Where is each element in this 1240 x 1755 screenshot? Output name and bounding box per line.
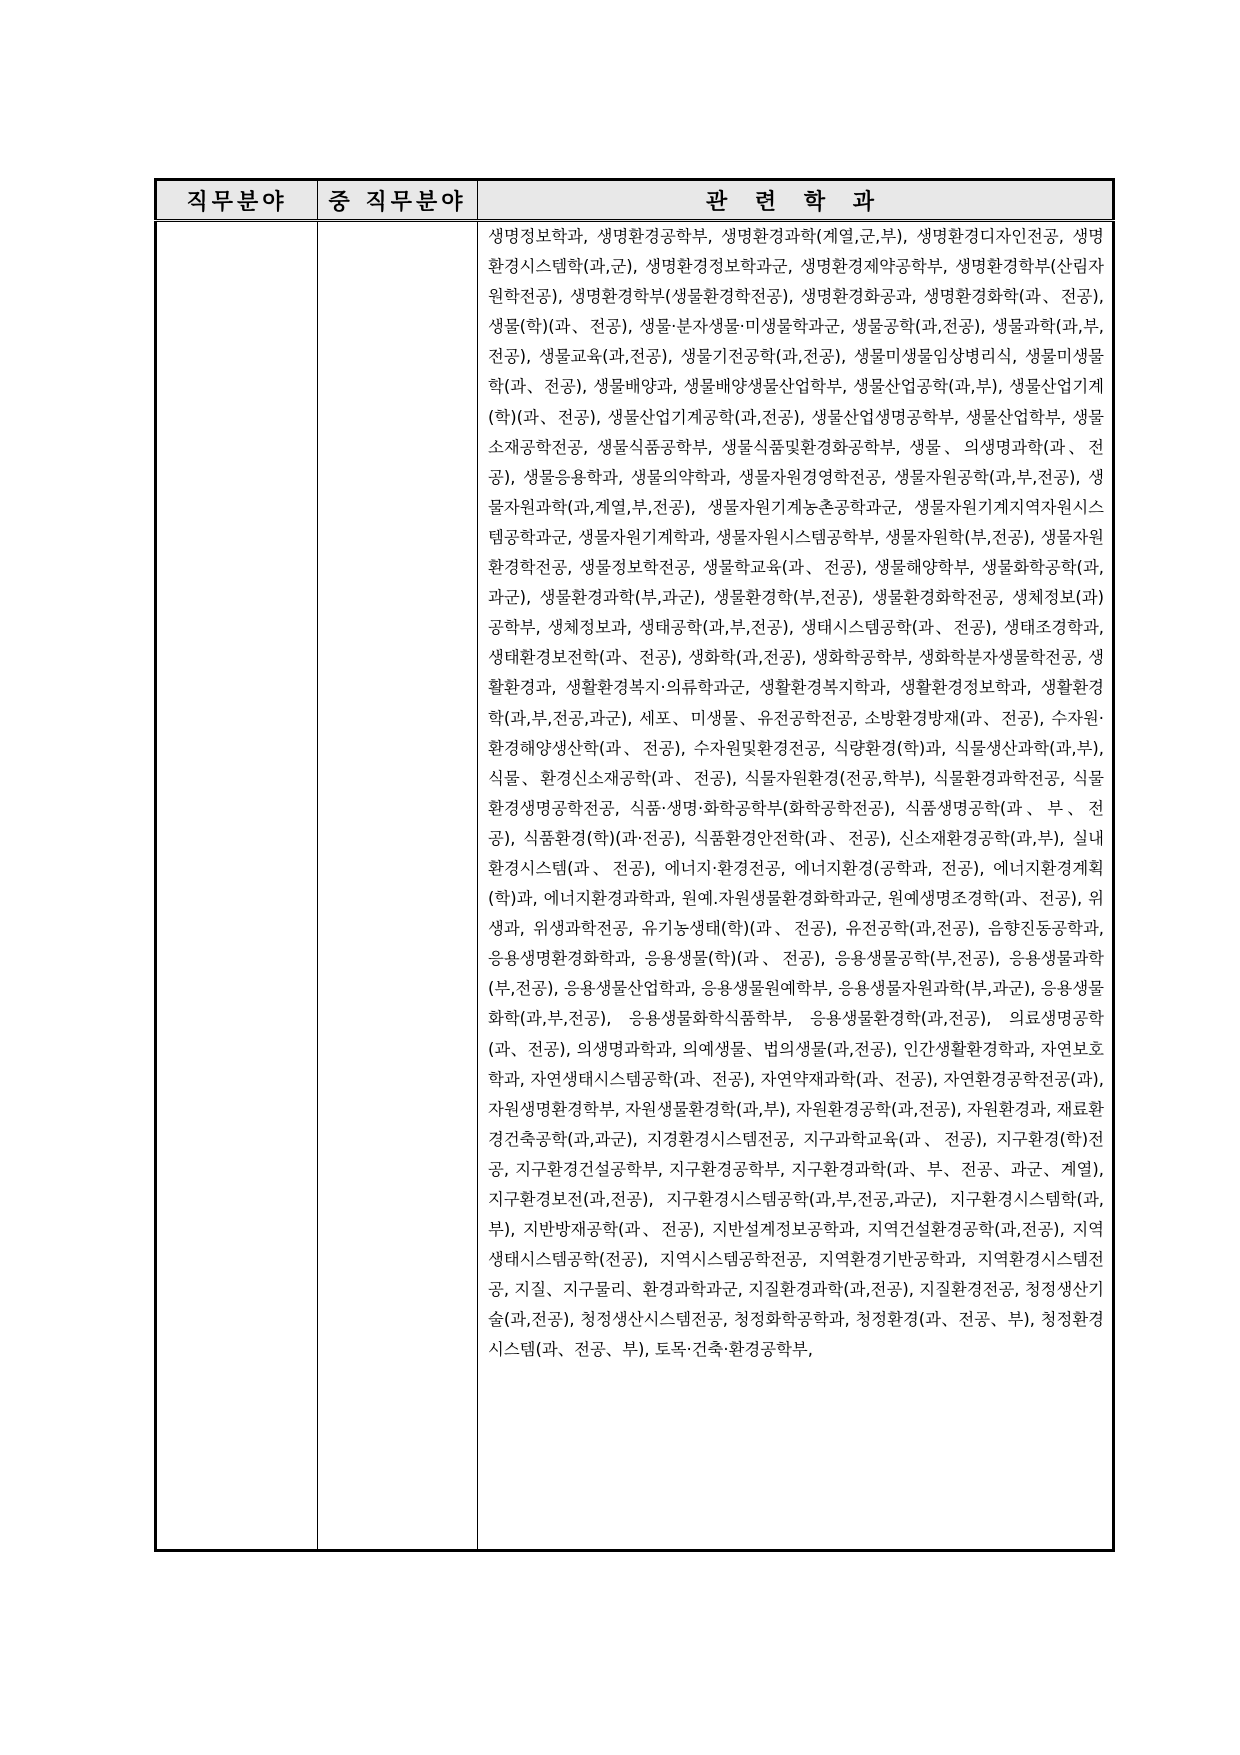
document-page — [154, 178, 1112, 1552]
table-header-row — [156, 180, 1114, 221]
sub-job-field-cell — [318, 221, 478, 1551]
job-field-cell — [156, 221, 318, 1551]
header-job-field: 직무분야 — [156, 180, 318, 221]
header-related-departments: 관 련 학 과 — [478, 180, 1114, 221]
header-sub-job-field: 중 직무분야 — [318, 180, 478, 221]
related-departments-text: 생명정보학과, 생명환경공학부, 생명환경과학(계열,군,부), 생명환경디자인전공, 생명환경시스템학(과,군), 생명환경정보학과군, 생명환경제약공학부, 생명환경학부(산림자원학전공), 생명환경학부(생물환경학전공), 생명환경화공과, 생명환경화학(과、전공), 생물(학)(과、전공), 생물·분자생물·미생물학과군, 생물공학(과,전공), 생물과학(과,부,전공), 생물교육(과,전공), 생물기전공학(과,전공), 생물미생물임상병리식, 생물미생물학(과、전공), 생물배양과, 생물배양생물산업학부, 생물산업공학(과,부), 생물산업기계(학)(과、전공), 생물산업기계공학(과,전공), 생물산업생명공학부, 생물산업학부, 생물소재공학전공, 생물식품공학부, 생물식품및환경화공학부, 생물、의생명과학(과、전공), 생물응용학과, 생물의약학과, 생물자원경영학전공, 생물자원공학(과,부,전공), 생물자원과학(과,계열,부,전공), 생물자원기계농촌공학과군, 생물자원기계지역자원시스템공학과군, 생물자원기계학과, 생물자원시스템공학부, 생물자원학(부,전공), 생물자원환경학전공, 생물정보학전공, 생물학교육(과、전공), 생물해양학부, 생물화학공학(과,과군), 생물환경과학(부,과군), 생물환경학(부,전공), 생물환경화학전공, 생체정보(과)공학부, 생체정보과, 생태공학(과,부,전공), 생태시스템공학(과、전공), 생태조경학과, 생태환경보전학(과、전공), 생화학(과,전공), 생화학공학부, 생화학분자생물학전공, 생활환경과, 생활환경복지·의류학과군, 생활환경복지학과, 생활환경정보학과, 생활환경학(과,부,전공,과군), 세포、미생물、유전공학전공, 소방환경방재(과、전공), 수자원·환경해양생산학(과、전공), 수자원및환경전공, 식량환경(학)과, 식물생산과학(과,부), 식물、환경신소재공학(과、전공), 식물자원환경(전공,학부), 식물환경과학전공, 식물환경생명공학전공, 식품·생명·화학공학부(화학공학전공), 식품생명공학(과、부、전공), 식품환경(학)(과·전공), 식품환경안전학(과、전공), 신소재환경공학(과,부), 실내환경시스템(과、전공), 에너지·환경전공, 에너지환경(공학과, 전공), 에너지환경계획(학)과, 에너지환경과학과, 원예.자원생물환경화학과군, 원예생명조경학(과、전공), 위생과, 위생과학전공, 유기농생태(학)(과、전공), 유전공학(과,전공), 음향진동공학과, 응용생명환경화학과, 응용생물(학)(과、전공), 응용생물공학(부,전공), 응용생물과학(부,전공), 응용생물산업학과, 응용생물원예학부, 응용생물자원과학(부,과군), 응용생물화학(과,부,전공), 응용생물화학식품학부, 응용생물환경학(과,전공), 의료생명공학(과、전공), 의생명과학과, 의예생물、법의생물(과,전공), 인간생활환경학과, 자연보호학과, 자연생태시스템공학(과、전공), 자연약재과학(과、전공), 자연환경공학전공(과), 자원생명환경학부, 자원생물환경학(과,부), 자원환경공학(과,전공), 자원환경과, 재료환경건축공학(과,과군), 지경환경시스템전공, 지구과학교육(과、전공), 지구환경(학)전공, 지구환경건설공학부, 지구환경공학부, 지구환경과학(과、부、전공、과군、계열), 지구환경보전(과,전공), 지구환경시스템공학(과,부,전공,과군), 지구환경시스템학(과,부), 지반방재공학(과、전공), 지반설계정보공학과, 지역건설환경공학(과,전공), 지역생태시스템공학(전공), 지역시스템공학전공, 지역환경기반공학과, 지역환경시스템전공, 지질、지구물리、환경과학과군, 지질환경과학(과,전공), 지질환경전공, 청정생산기술(과,전공), 청정생산시스템전공, 청정화학공학과, 청정환경(과、전공、부), 청정환경시스템(과、전공、부), 토목·건축·환경공학부, — [488, 227, 1105, 1360]
related-departments-table — [154, 178, 1115, 1552]
table-row — [156, 221, 1114, 1551]
related-departments-cell — [478, 221, 1114, 1551]
